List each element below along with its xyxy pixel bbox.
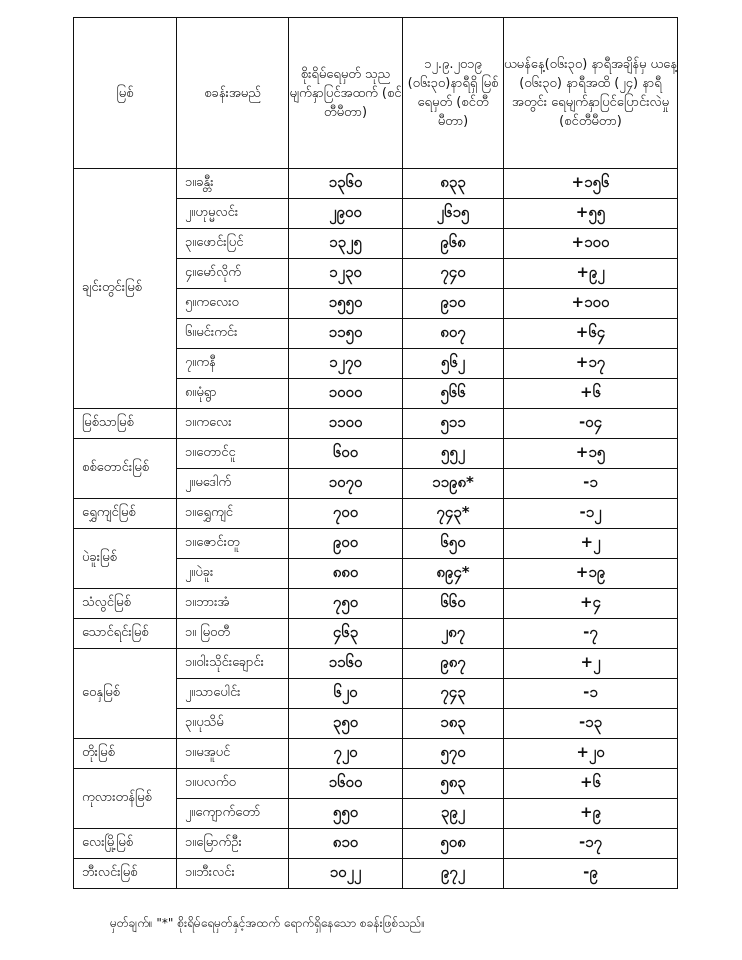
current-level-cell: ၇၄၃ xyxy=(403,679,504,709)
danger-level-cell: ၁၂၃၀ xyxy=(289,259,403,289)
station-name-cell: ၁။ဝါးသိုင်းချောင်း xyxy=(177,649,289,679)
table-row xyxy=(74,169,678,199)
level-change-cell: -၇ xyxy=(504,619,678,649)
table-row xyxy=(74,499,678,529)
table-body xyxy=(74,169,678,889)
table-row xyxy=(74,769,678,799)
current-level-cell: ၂၈၇ xyxy=(403,619,504,649)
station-name-cell: ၂။ကျောက်တော် xyxy=(177,799,289,829)
current-level-cell: ၈၃၃ xyxy=(403,169,504,199)
danger-level-cell: ၇၀၀ xyxy=(289,499,403,529)
level-change-cell: -၉ xyxy=(504,859,678,889)
current-level-cell: ၁၁၉၈* xyxy=(403,469,504,499)
level-change-cell: +၂ xyxy=(504,649,678,679)
river-name-cell: လေးမြို့မြစ် xyxy=(74,829,177,859)
station-name-cell: ၂။ဟုမ္မလင်း xyxy=(177,199,289,229)
danger-level-cell: ၁၁၆၀ xyxy=(289,649,403,679)
station-name-cell: ၃။ဖောင်းပြင် xyxy=(177,229,289,259)
current-level-cell: ၂၆၁၅ xyxy=(403,199,504,229)
river-name-cell: ဝေနှမြစ် xyxy=(74,649,177,739)
station-name-cell: ၁။ကလေး xyxy=(177,409,289,439)
level-change-cell: +၁၅ xyxy=(504,439,678,469)
current-level-cell: ၆၆၀ xyxy=(403,589,504,619)
table-row xyxy=(74,589,678,619)
danger-level-cell: ၈၈၀ xyxy=(289,559,403,589)
current-level-cell: ၅၅၂ xyxy=(403,439,504,469)
station-name-cell: ၈။မုံရွာ xyxy=(177,379,289,409)
level-change-cell: +၆ xyxy=(504,379,678,409)
table-row xyxy=(74,619,678,649)
level-change-cell: +၅၅ xyxy=(504,199,678,229)
current-level-cell: ၈၀၇ xyxy=(403,319,504,349)
danger-level-cell: ၁၃၆၀ xyxy=(289,169,403,199)
level-change-cell: +၉ xyxy=(504,799,678,829)
river-name-cell: စစ်တောင်းမြစ် xyxy=(74,439,177,499)
river-name-cell: သောင်ရင်းမြစ် xyxy=(74,619,177,649)
table-row xyxy=(74,649,678,679)
current-level-cell: ၅၇၀ xyxy=(403,739,504,769)
danger-level-cell: ၁၀၇၀ xyxy=(289,469,403,499)
level-change-cell: +၄ xyxy=(504,589,678,619)
header-24h-change: ယမန်နေ့(၀၆း၃၀) နာရီအချိန်မှ ယနေ့ (၀၆း၃၀) နာရီအထိ (၂၄) နာရီအတွင်း ရေမျက်နှာပြင်ပြောင်းလဲမှု (စင်တီမီတာ) xyxy=(504,18,678,169)
current-level-cell: ၉၇၂ xyxy=(403,859,504,889)
station-name-cell: ၁။ပလက်ဝ xyxy=(177,769,289,799)
danger-level-cell: ၄၆၃ xyxy=(289,619,403,649)
water-level-report xyxy=(73,17,677,889)
table-row xyxy=(74,529,678,559)
river-name-cell: ပဲခူးမြစ် xyxy=(74,529,177,589)
current-level-cell: ၉၁၀ xyxy=(403,289,504,319)
level-change-cell: +၁၇ xyxy=(504,349,678,379)
station-name-cell: ၂။မဒေါက် xyxy=(177,469,289,499)
station-name-cell: ၃။ပုသိမ် xyxy=(177,709,289,739)
level-change-cell: -၁ xyxy=(504,469,678,499)
station-name-cell: ၁။ရွှေကျင် xyxy=(177,499,289,529)
station-name-cell: ၁။မြောက်ဦး xyxy=(177,829,289,859)
danger-level-cell: ၁၀၂၂ xyxy=(289,859,403,889)
river-name-cell: သံလွင်မြစ် xyxy=(74,589,177,619)
current-level-cell: ၇၄၀ xyxy=(403,259,504,289)
station-name-cell: ၁။တောင်ငူ xyxy=(177,439,289,469)
danger-level-cell: ၇၂၀ xyxy=(289,739,403,769)
level-change-cell: +၆၄ xyxy=(504,319,678,349)
header-danger-level: စိုးရိမ်ရေမှတ် သုညမျက်နှာပြင်အထက် (စင်တီမီတာ) xyxy=(289,18,403,169)
level-change-cell: -၁ xyxy=(504,679,678,709)
table-row xyxy=(74,859,678,889)
danger-level-cell: ၁၀၀၀ xyxy=(289,379,403,409)
level-change-cell: +၂ xyxy=(504,529,678,559)
footnote: မှတ်ချက်။ "*" စိုးရိမ်ရေမှတ်နှင့်အထက် ရောက်ရှိနေသော စခန်းဖြစ်သည်။ xyxy=(110,916,426,930)
current-level-cell: ၃၉၂ xyxy=(403,799,504,829)
level-change-cell: -၁၇ xyxy=(504,829,678,859)
river-name-cell: ချင်းတွင်းမြစ် xyxy=(74,169,177,409)
danger-level-cell: ၁၂၇၀ xyxy=(289,349,403,379)
station-name-cell: ၅။ကလေးဝ xyxy=(177,289,289,319)
danger-level-cell: ၁၆၀၀ xyxy=(289,769,403,799)
current-level-cell: ၁၈၃ xyxy=(403,709,504,739)
level-change-cell: -၀၄ xyxy=(504,409,678,439)
current-level-cell: ၉၈၇ xyxy=(403,649,504,679)
danger-level-cell: ၆၀၀ xyxy=(289,439,403,469)
river-name-cell: ရွှေကျင်မြစ် xyxy=(74,499,177,529)
station-name-cell: ၂။ပဲခူး xyxy=(177,559,289,589)
danger-level-cell: ၈၁၀ xyxy=(289,829,403,859)
table-row xyxy=(74,739,678,769)
river-name-cell: ကုလားတန်မြစ် xyxy=(74,769,177,829)
danger-level-cell: ၃၅၀ xyxy=(289,709,403,739)
current-level-cell: ၅၁၁ xyxy=(403,409,504,439)
danger-level-cell: ၂၉၀၀ xyxy=(289,199,403,229)
current-level-cell: ၆၅၀ xyxy=(403,529,504,559)
station-name-cell: ၇။ကနီ xyxy=(177,349,289,379)
station-name-cell: ၆။မင်းကင်း xyxy=(177,319,289,349)
header-station: စခန်းအမည် xyxy=(177,18,289,169)
current-level-cell: ၅၈၃ xyxy=(403,769,504,799)
station-name-cell: ၁။ဘားအံ xyxy=(177,589,289,619)
danger-level-cell: ၇၅၀ xyxy=(289,589,403,619)
table-row xyxy=(74,439,678,469)
current-level-cell: ၉၆၈ xyxy=(403,229,504,259)
station-name-cell: ၁။ဘီးလင်း xyxy=(177,859,289,889)
danger-level-cell: ၁၁၅၀ xyxy=(289,319,403,349)
station-name-cell: ၁။မအူပင် xyxy=(177,739,289,769)
level-change-cell: +၆ xyxy=(504,769,678,799)
station-name-cell: ၁။ခန္တီး xyxy=(177,169,289,199)
station-name-cell: ၄။မော်လိုက် xyxy=(177,259,289,289)
level-change-cell: +၁၀၀ xyxy=(504,229,678,259)
danger-level-cell: ၁၃၂၅ xyxy=(289,229,403,259)
table-row xyxy=(74,409,678,439)
level-change-cell: +၁၅၆ xyxy=(504,169,678,199)
level-change-cell: -၁၂ xyxy=(504,499,678,529)
header-river: မြစ် xyxy=(74,18,177,169)
danger-level-cell: ၁၅၅၀ xyxy=(289,289,403,319)
danger-level-cell: ၅၅၀ xyxy=(289,799,403,829)
current-level-cell: ၇၄၃* xyxy=(403,499,504,529)
level-change-cell: -၁၃ xyxy=(504,709,678,739)
danger-level-cell: ၉၀၀ xyxy=(289,529,403,559)
river-name-cell: မြစ်သာမြစ် xyxy=(74,409,177,439)
current-level-cell: ၅၆၂ xyxy=(403,349,504,379)
header-row xyxy=(74,18,678,169)
river-water-level-table xyxy=(73,17,678,889)
danger-level-cell: ၆၂၀ xyxy=(289,679,403,709)
level-change-cell: +၁၉ xyxy=(504,559,678,589)
station-name-cell: ၁။ မြဝတီ xyxy=(177,619,289,649)
current-level-cell: ၅၆၆ xyxy=(403,379,504,409)
header-current-level: ၁၂.၉.၂၀၁၉ (၀၆း၃၀)နာရီရှိ မြစ်ရေမှတ် (စင်တီမီတာ) xyxy=(403,18,504,169)
danger-level-cell: ၁၁၀၀ xyxy=(289,409,403,439)
table-row xyxy=(74,829,678,859)
station-name-cell: ၂။သာပေါင်း xyxy=(177,679,289,709)
river-name-cell: တိုးမြစ် xyxy=(74,739,177,769)
level-change-cell: +၉၂ xyxy=(504,259,678,289)
river-name-cell: ဘီးလင်းမြစ် xyxy=(74,859,177,889)
level-change-cell: +၁၀၀ xyxy=(504,289,678,319)
current-level-cell: ၈၉၄* xyxy=(403,559,504,589)
station-name-cell: ၁။ဇောင်းတူ xyxy=(177,529,289,559)
current-level-cell: ၅၀၈ xyxy=(403,829,504,859)
level-change-cell: +၂၀ xyxy=(504,739,678,769)
